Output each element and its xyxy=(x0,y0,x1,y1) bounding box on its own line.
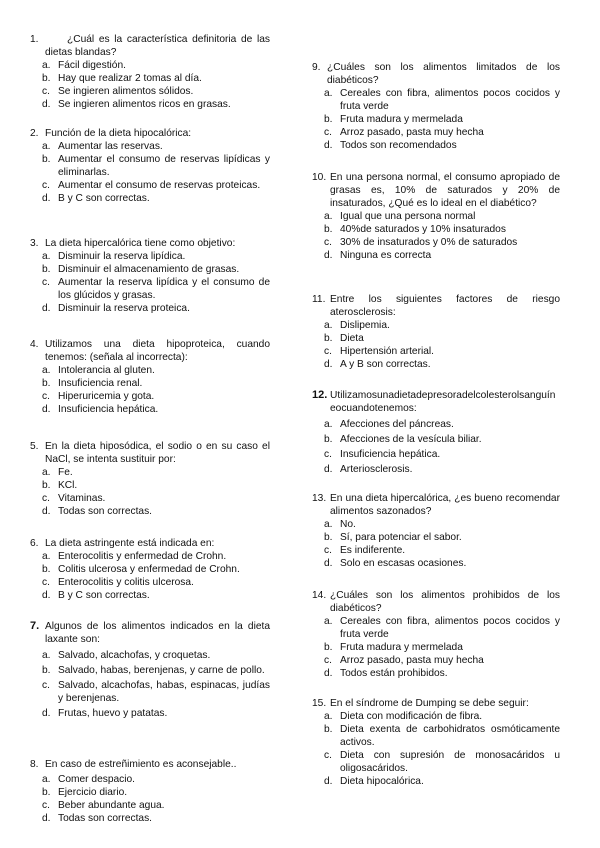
question-number: 9. xyxy=(312,62,321,73)
option xyxy=(30,72,270,85)
option xyxy=(30,85,270,98)
option-letter: b. xyxy=(324,642,333,653)
option-text: Salvado, habas, berenjenas, y carne de pollo. xyxy=(58,665,265,676)
option-text: Dieta hipocalórica. xyxy=(340,776,424,787)
option xyxy=(312,126,560,139)
option-text: Se ingieren alimentos ricos en grasas. xyxy=(58,99,231,110)
option-letter: b. xyxy=(324,532,333,543)
option-text: Disminuir el almacenamiento de grasas. xyxy=(58,264,240,275)
option-letter: b. xyxy=(324,224,333,235)
option xyxy=(30,664,270,677)
option-text: Fruta madura y mermelada xyxy=(340,114,463,125)
option xyxy=(30,153,270,179)
question-number: 2. xyxy=(30,128,39,139)
option-letter: b. xyxy=(42,564,51,575)
option xyxy=(312,723,560,749)
option-text: Arroz pasado, pasta muy hecha xyxy=(340,127,484,138)
option xyxy=(312,249,560,262)
option-letter: d. xyxy=(42,303,51,314)
option-text: Todas son correctas. xyxy=(58,813,152,824)
question-7 xyxy=(30,620,270,720)
question-13 xyxy=(312,492,560,570)
option-letter: d. xyxy=(42,708,51,719)
question-3 xyxy=(30,237,270,315)
option xyxy=(30,263,270,276)
option xyxy=(312,87,560,113)
option-text: Dieta xyxy=(340,333,364,344)
option-text: Disminuir la reserva proteica. xyxy=(58,303,190,314)
option xyxy=(30,59,270,72)
option-text: Dieta exenta de carbohidratos osmóticamente activos. xyxy=(340,724,560,748)
option xyxy=(312,358,560,371)
option-text: Aumentar el consumo de reservas lipídicas y eliminarlas. xyxy=(58,154,270,178)
option xyxy=(30,192,270,205)
option-letter: b. xyxy=(42,787,51,798)
option-text: Aumentar el consumo de reservas proteicas. xyxy=(58,180,261,191)
option-letter: c. xyxy=(324,750,332,761)
option-letter: b. xyxy=(42,378,51,389)
option-letter: c. xyxy=(42,277,50,288)
option-letter: a. xyxy=(42,60,51,71)
option-text: Enterocolitis y colitis ulcerosa. xyxy=(58,577,194,588)
option xyxy=(312,345,560,358)
option-letter: b. xyxy=(324,114,333,125)
option-letter: a. xyxy=(324,88,333,99)
option xyxy=(30,812,270,825)
option-text: Hipertensión arterial. xyxy=(340,346,434,357)
option-text: Todas son correctas. xyxy=(58,506,152,517)
option-letter: c. xyxy=(42,493,50,504)
option xyxy=(312,113,560,126)
option-letter: c. xyxy=(324,346,332,357)
option xyxy=(30,576,270,589)
question-4 xyxy=(30,338,270,416)
option-text: 30% de insaturados y 0% de saturados xyxy=(340,237,518,248)
option-text: Es indiferente. xyxy=(340,545,406,556)
question-number: 1. xyxy=(30,34,39,45)
option xyxy=(30,773,270,786)
option xyxy=(30,679,270,705)
question-9 xyxy=(312,61,560,152)
option-letter: c. xyxy=(324,449,332,460)
option-letter: c. xyxy=(42,391,50,402)
question-stem: Utilizamos una dieta hipoproteica, cuando tenemos: (señala al incorrecta): xyxy=(45,339,270,363)
question-number: 14. xyxy=(312,590,327,601)
option-text: Aumentar la reserva lipídica y el consumo de los glúcidos y grasas. xyxy=(58,277,270,301)
option-text: Dieta con modificación de fibra. xyxy=(340,711,483,722)
question-number: 10. xyxy=(312,172,327,183)
option xyxy=(312,332,560,345)
option xyxy=(30,707,270,720)
option xyxy=(312,463,560,476)
option xyxy=(30,589,270,602)
question-number: 8. xyxy=(30,759,39,770)
question-number: 13. xyxy=(312,493,327,504)
question-number: 11. xyxy=(312,294,326,305)
option xyxy=(30,302,270,315)
option xyxy=(312,518,560,531)
option xyxy=(312,210,560,223)
option-letter: a. xyxy=(42,251,51,262)
option-text: Intolerancia al gluten. xyxy=(58,365,155,376)
option-letter: d. xyxy=(324,140,333,151)
option-text: Insuficiencia renal. xyxy=(58,378,143,389)
question-stem: Algunos de los alimentos indicados en la dieta laxante son: xyxy=(45,621,270,645)
option-text: Se ingieren alimentos sólidos. xyxy=(58,86,194,97)
question-number: 3. xyxy=(30,238,39,249)
option xyxy=(30,550,270,563)
option xyxy=(312,641,560,654)
question-12 xyxy=(312,389,560,476)
question-8 xyxy=(30,758,270,825)
option-text: Salvado, alcachofas, y croquetas. xyxy=(58,650,211,661)
option-letter: c. xyxy=(42,577,50,588)
option-letter: d. xyxy=(324,668,333,679)
option-letter: c. xyxy=(42,180,50,191)
option xyxy=(30,649,270,662)
option-text: KCl. xyxy=(58,480,78,491)
question-stem: Utilizamosunadietadepresoradelcolesterolsanguíneocuandotenemos: xyxy=(330,390,556,414)
option-letter: a. xyxy=(42,650,51,661)
option-letter: d. xyxy=(324,250,333,261)
option-text: Colitis ulcerosa y enfermedad de Crohn. xyxy=(58,564,240,575)
option-text: 40%de saturados y 10% insaturados xyxy=(340,224,506,235)
option-text: Dieta con supresión de monosacáridos u oligosacáridos. xyxy=(340,750,560,774)
option-letter: c. xyxy=(324,127,332,138)
option-letter: b. xyxy=(324,333,333,344)
option-text: Hay que realizar 2 tomas al día. xyxy=(58,73,202,84)
question-stem: En una persona normal, el consumo apropiado de grasas es, 10% de saturados y 20% de insaturados, ¿Qué es lo ideal en el diabético? xyxy=(330,172,560,209)
question-number: 5. xyxy=(30,441,39,452)
option-text: Vitaminas. xyxy=(58,493,106,504)
option xyxy=(312,615,560,641)
option-letter: c. xyxy=(42,800,50,811)
option xyxy=(312,236,560,249)
option-text: Insuficiencia hepática. xyxy=(340,449,441,460)
question-number: 15. xyxy=(312,698,327,709)
option-letter: a. xyxy=(42,141,51,152)
option-text: Igual que una persona normal xyxy=(340,211,476,222)
question-5 xyxy=(30,440,270,518)
question-14 xyxy=(312,589,560,680)
option xyxy=(312,319,560,332)
option-letter: a. xyxy=(42,365,51,376)
option xyxy=(30,250,270,263)
question-11 xyxy=(312,293,560,371)
question-2 xyxy=(30,127,270,205)
option-letter: d. xyxy=(42,193,51,204)
option xyxy=(30,364,270,377)
option-letter: b. xyxy=(42,480,51,491)
option-letter: d. xyxy=(42,99,51,110)
option-letter: d. xyxy=(324,776,333,787)
option xyxy=(312,557,560,570)
option-text: Dislipemia. xyxy=(340,320,390,331)
option-letter: b. xyxy=(324,434,333,445)
option-text: Afecciones de la vesícula biliar. xyxy=(340,434,482,445)
option-letter: a. xyxy=(324,419,333,430)
option-letter: b. xyxy=(42,73,51,84)
option-text: Afecciones del páncreas. xyxy=(340,419,454,430)
option-text: Todos son recomendados xyxy=(340,140,457,151)
option-letter: b. xyxy=(42,154,51,165)
option-text: Beber abundante agua. xyxy=(58,800,165,811)
option-letter: d. xyxy=(42,590,51,601)
option-text: B y C son correctas. xyxy=(58,590,150,601)
option-text: Cereales con fibra, alimentos pocos cocidos y fruta verde xyxy=(340,616,560,640)
option xyxy=(30,786,270,799)
option-text: Fruta madura y mermelada xyxy=(340,642,463,653)
option-text: Sí, para potenciar el sabor. xyxy=(340,532,462,543)
option-letter: c. xyxy=(324,237,332,248)
question-stem: Entre los siguientes factores de riesgo aterosclerosis: xyxy=(330,294,560,318)
option xyxy=(312,710,560,723)
option xyxy=(30,276,270,302)
question-stem: En el síndrome de Dumping se debe seguir: xyxy=(330,698,529,709)
option-letter: d. xyxy=(42,506,51,517)
option-text: Disminuir la reserva lipídica. xyxy=(58,251,186,262)
option-text: Solo en escasas ocasiones. xyxy=(340,558,467,569)
question-15 xyxy=(312,697,560,788)
question-stem: Función de la dieta hipocalórica: xyxy=(45,128,192,139)
option-letter: a. xyxy=(324,211,333,222)
option-text: No. xyxy=(340,519,356,530)
option xyxy=(30,479,270,492)
option-text: Todos están prohibidos. xyxy=(340,668,448,679)
option-text: Arroz pasado, pasta muy hecha xyxy=(340,655,484,666)
question-stem: ¿Cuáles son los alimentos limitados de los diabéticos? xyxy=(327,62,560,86)
question-stem: En la dieta hiposódica, el sodio o en su caso el NaCl, se intenta sustituir por: xyxy=(45,441,270,465)
option xyxy=(312,433,560,446)
option-letter: d. xyxy=(324,464,333,475)
option xyxy=(30,505,270,518)
question-stem: ¿Cuál es la característica definitoria de las dietas blandas? xyxy=(45,34,270,58)
option-letter: b. xyxy=(42,665,51,676)
option xyxy=(30,799,270,812)
option-letter: a. xyxy=(324,320,333,331)
option-letter: d. xyxy=(324,359,333,370)
option-letter: a. xyxy=(42,774,51,785)
option xyxy=(312,667,560,680)
option xyxy=(30,390,270,403)
option xyxy=(312,448,560,461)
option xyxy=(312,418,560,431)
option-letter: a. xyxy=(324,519,333,530)
option xyxy=(30,98,270,111)
option xyxy=(30,140,270,153)
option-letter: a. xyxy=(324,616,333,627)
option-letter: d. xyxy=(42,813,51,824)
option-text: Comer despacio. xyxy=(58,774,136,785)
option-letter: b. xyxy=(324,724,333,735)
option xyxy=(30,563,270,576)
question-6 xyxy=(30,537,270,602)
option-letter: d. xyxy=(324,558,333,569)
option-letter: c. xyxy=(42,680,50,691)
option-text: Fe. xyxy=(58,467,73,478)
option-letter: a. xyxy=(42,467,51,478)
option-letter: c. xyxy=(324,655,332,666)
option xyxy=(30,466,270,479)
option xyxy=(30,403,270,416)
option-text: Aumentar las reservas. xyxy=(58,141,163,152)
option xyxy=(312,223,560,236)
option-letter: a. xyxy=(324,711,333,722)
question-number: 4. xyxy=(30,339,39,350)
question-stem: La dieta hipercalórica tiene como objetivo: xyxy=(45,238,236,249)
option xyxy=(312,139,560,152)
option xyxy=(30,179,270,192)
option xyxy=(312,749,560,775)
option-text: Fácil digestión. xyxy=(58,60,126,71)
option-text: Hiperuricemia y gota. xyxy=(58,391,155,402)
option-letter: b. xyxy=(42,264,51,275)
option xyxy=(312,654,560,667)
option-text: Salvado, alcachofas, habas, espinacas, judías y berenjenas. xyxy=(58,680,270,704)
option-letter: a. xyxy=(42,551,51,562)
question-number: 7. xyxy=(30,620,40,632)
question-1 xyxy=(30,33,270,111)
option xyxy=(30,377,270,390)
option-letter: c. xyxy=(42,86,50,97)
option-text: Ejercicio diario. xyxy=(58,787,128,798)
option-text: B y C son correctas. xyxy=(58,193,150,204)
option-text: Insuficiencia hepática. xyxy=(58,404,159,415)
question-stem: ¿Cuáles son los alimentos prohibidos de los diabéticos? xyxy=(330,590,560,614)
question-10 xyxy=(312,171,560,262)
option-letter: d. xyxy=(42,404,51,415)
option-text: Arteriosclerosis. xyxy=(340,464,413,475)
option-text: A y B son correctas. xyxy=(340,359,431,370)
question-stem: La dieta astringente está indicada en: xyxy=(45,538,215,549)
option-text: Enterocolitis y enfermedad de Crohn. xyxy=(58,551,227,562)
option-text: Ninguna es correcta xyxy=(340,250,432,261)
option xyxy=(312,544,560,557)
question-number: 6. xyxy=(30,538,39,549)
option-text: Frutas, huevo y patatas. xyxy=(58,708,168,719)
option xyxy=(312,775,560,788)
option xyxy=(30,492,270,505)
question-number: 12. xyxy=(312,389,328,401)
option-letter: c. xyxy=(324,545,332,556)
question-stem: En una dieta hipercalórica, ¿es bueno recomendar alimentos sazonados? xyxy=(330,493,560,517)
question-stem: En caso de estreñimiento es aconsejable.. xyxy=(45,759,237,770)
option xyxy=(312,531,560,544)
option-text: Cereales con fibra, alimentos pocos cocidos y fruta verde xyxy=(340,88,560,112)
